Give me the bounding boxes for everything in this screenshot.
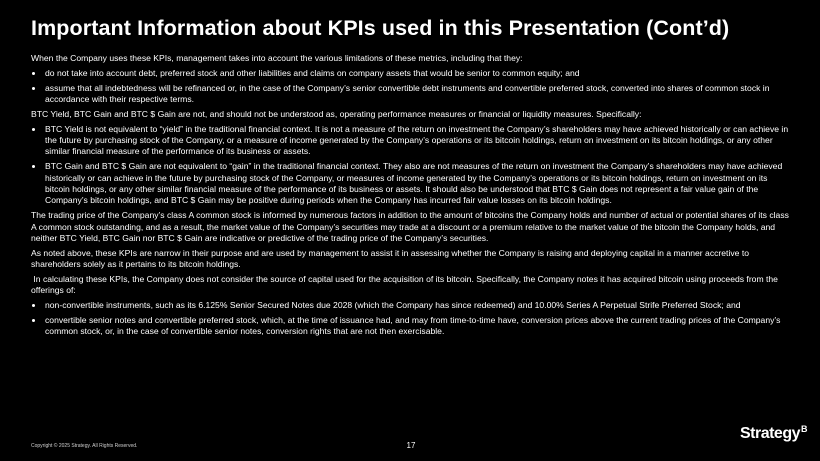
page-number: 17 — [406, 441, 416, 450]
strategy-logo — [740, 424, 807, 443]
logo-text: Strategy — [739, 425, 800, 442]
list-item — [31, 83, 791, 106]
paragraph-source-of-capital: In calculating these KPIs, the Company does not consider the source of capital used for the acquisition of its bitcoin. Specifically, the Company notes it has acquired bitcoin using proceeds from the offerings of: — [31, 274, 781, 296]
bullet-icon — [32, 319, 35, 322]
bullet-icon — [32, 87, 35, 90]
list-item — [31, 315, 791, 338]
list-item-text: assume that all indebtedness will be refinanced or, in the case of the Company’s senior convertible debt instruments and convertible preferred stock, converted into shares of common stock in accordance with their respective terms. — [45, 82, 770, 104]
copyright-notice: Copyright © 2025 Strategy. All Rights Reserved. — [31, 443, 138, 449]
list-item — [31, 124, 791, 158]
list-item-text: BTC Yield is not equivalent to “yield” in the traditional financial context. It is not a measure of the return on investment the Company’s shareholders may have achieved historically or can achieve in the future by purchasing stock of the Company, or a measure of income generated by the Company’s operations or its bitcoin holdings, return on investment on its bitcoin holdings, or any other similar financial measure of the performance of its business or assets. — [45, 123, 789, 157]
paragraph-trading-price: The trading price of the Company’s class A common stock is informed by numerous factors in addition to the amount of bitcoins the Company holds and number of actual or potential shares of its class A common stock outstanding, and as a result, the market value of the Company’s securities may trade at a discount or a premium relative to the market value of the bitcoin the Company holds, and neither BTC Yield, BTC Gain nor BTC $ Gain are indicative or predictive of the trading price of the Company’s securities. — [31, 210, 789, 244]
page-title: Important Information about KPIs used in this Presentation (Cont’d) — [31, 16, 730, 40]
paragraph-not-performance-measures: BTC Yield, BTC Gain and BTC $ Gain are not, and should not be understood as, operating performance measures or financial or liquidity measures. Specifically: — [31, 108, 642, 119]
paragraph-narrow-purpose: As noted above, these KPIs are narrow in their purpose and are used by management to assist it in assessing whether the Company is raising and deploying capital in a manner accretive to shareholders solely as it pertains to its bitcoin holdings. — [31, 247, 749, 270]
list-item-text: BTC Gain and BTC $ Gain are not equivalent to “gain” in the traditional financial context. They also are not measures of the return on investment the Company’s shareholders may have achieved historically or can achieve in the future by purchasing stock of the Company, or measures of income generated by the Company’s operations or its bitcoin holdings, return on investment on its bitcoin holdings, or any other similar financial measure of the performance of its business or assets. It should also be understood that BTC $ Gain does not represent a fair value gain of the Company’s bitcoin holdings, and BTC $ Gain may be positive during periods when the Company has incurred fair value losses on its bitcoin holdings. — [45, 161, 783, 206]
list-item-text: do not take into account debt, preferred stock and other liabilities and claims on company assets that would be senior to common equity; and — [45, 67, 580, 78]
paragraph-limitations-intro: When the Company uses these KPIs, management takes into account the various limitations of these metrics, including that they: — [31, 53, 523, 63]
bullet-icon — [32, 165, 35, 168]
bullet-icon — [32, 128, 35, 131]
document-body — [31, 53, 791, 341]
list-item — [31, 68, 791, 79]
list-item-text: convertible senior notes and convertible preferred stock, which, at the time of issuance had, and may from time-to-time have, conversion prices above the current trading prices of the Company’s common stock, or, in the case of convertible senior notes, conversion rights that are not then exercisable. — [45, 315, 781, 337]
list-item — [31, 161, 791, 207]
list-item-text: non-convertible instruments, such as its 6.125% Senior Secured Notes due 2028 (which the Company has since redeemed) and 10.00% Series A Perpetual Strife Preferred Stock; and — [45, 300, 741, 311]
list-item — [31, 300, 791, 311]
bullet-icon — [32, 304, 35, 307]
bullet-icon — [32, 72, 35, 75]
bitcoin-b-icon: B — [801, 424, 807, 434]
